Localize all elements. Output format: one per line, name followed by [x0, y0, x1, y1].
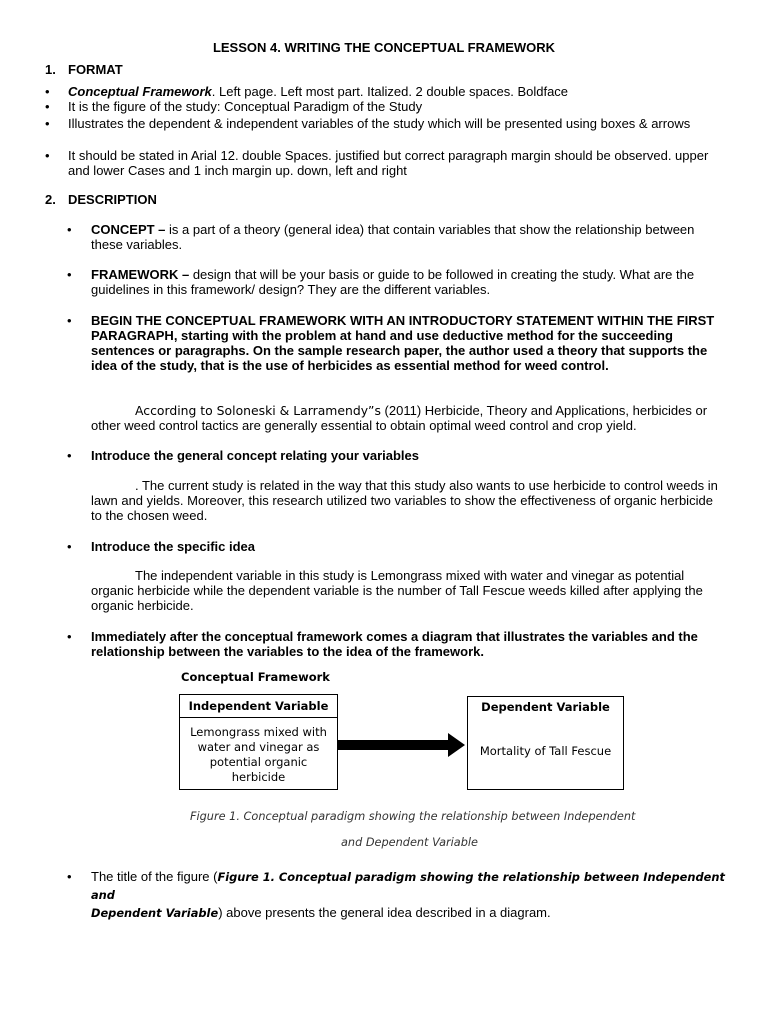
- figure-caption-line-1: Figure 1. Conceptual paradigm showing the relationship between Independent: [190, 810, 636, 823]
- bullet-icon: •: [67, 267, 72, 282]
- bullet-icon: •: [67, 869, 72, 884]
- format-bullet-4: • It should be stated in Arial 12. double Spaces. justified but correct paragraph margin should be observed. upper and lower Cases and 1 inch margin up. down, left and right: [45, 148, 709, 178]
- bullet-icon: •: [67, 313, 72, 328]
- begin-bullet: • BEGIN THE CONCEPTUAL FRAMEWORK WITH AN INTRODUCTORY STATEMENT WITHIN THE FIRST PARAGRAPH, starting with the problem at hand and use deductive method for the succeeding sentences or paragraphs. On the sample research paper, the author used a theory that supports the idea of the study, that is the use of herbicides as essential method for weed control.: [67, 313, 715, 373]
- format-bullet-1: • Conceptual Framework. Left page. Left most part. Italized. 2 double spaces. Boldface: [45, 84, 569, 99]
- bullet-icon: •: [67, 629, 72, 644]
- format-bullet-2: • It is the figure of the study: Conceptual Paradigm of the Study: [45, 99, 423, 114]
- bullet-icon: •: [67, 448, 72, 463]
- bullet-icon: •: [45, 99, 50, 114]
- closing-bullet: • The title of the figure (Figure 1. Conceptual paradigm showing the relationship between Independent and Dependent Variable) above presents the general idea described in a diagram.: [67, 869, 725, 920]
- independent-variable-heading: Independent Variable: [180, 695, 337, 718]
- bullet-icon: •: [45, 116, 50, 131]
- right-arrow-icon: [338, 732, 466, 758]
- immediately-bullet: • Immediately after the conceptual framework comes a diagram that illustrates the variables and the relationship between the variables to the idea of the framework.: [67, 629, 698, 659]
- concept-bullet: • CONCEPT – is a part of a theory (general idea) that contain variables that show the relationship between these variables.: [67, 222, 695, 252]
- dependent-variable-box: [467, 696, 624, 790]
- format-bullet-3: • Illustrates the dependent & independent variables of the study which will be presented using boxes & arrows: [45, 116, 691, 131]
- dependent-variable-heading: Dependent Variable: [481, 700, 610, 714]
- page-title: LESSON 4. WRITING THE CONCEPTUAL FRAMEWORK: [212, 40, 556, 55]
- specific-idea-bullet: • Introduce the specific idea: [67, 539, 255, 554]
- framework-bullet: • FRAMEWORK – design that will be your basis or guide to be followed in creating the study. What are the guidelines in this framework/ design? They are the different variables.: [67, 267, 695, 297]
- bullet-icon: •: [67, 539, 72, 554]
- bullet-icon: •: [45, 84, 50, 99]
- bullet-icon: •: [45, 148, 50, 163]
- independent-variable-body: Lemongrass mixed with water and vinegar as potential organic herbicide: [190, 725, 327, 784]
- figure-caption-line-2: and Dependent Variable: [341, 836, 478, 849]
- current-study-paragraph: . The current study is related in the way that this study also wants to use herbicide to control weeds in lawn and yields. Moreover, this research utilized two variables to show the effectiveness of organic herbicide to the chosen weed.: [91, 478, 718, 523]
- independent-variable-paragraph: The independent variable in this study is Lemongrass mixed with water and vinegar as potential organic herbicide while the dependent variable is the number of Tall Fescue weeds killed after applying the organic herbicide.: [91, 568, 703, 613]
- diagram-title: Conceptual Framework: [181, 670, 330, 684]
- dependent-variable-body: Mortality of Tall Fescue: [479, 744, 612, 758]
- bullet-icon: •: [67, 222, 72, 237]
- section-description-heading: 2. DESCRIPTION: [45, 192, 157, 207]
- section-format-heading: 1. FORMAT: [45, 62, 123, 77]
- according-paragraph: According to Soloneski & Larramendy”s (2011) Herbicide, Theory and Applications, herbicides or other weed control tactics are generally essential to obtain optimal weed control and crop yield.: [91, 403, 708, 433]
- general-concept-bullet: • Introduce the general concept relating your variables: [67, 448, 419, 463]
- independent-variable-box: [179, 694, 338, 790]
